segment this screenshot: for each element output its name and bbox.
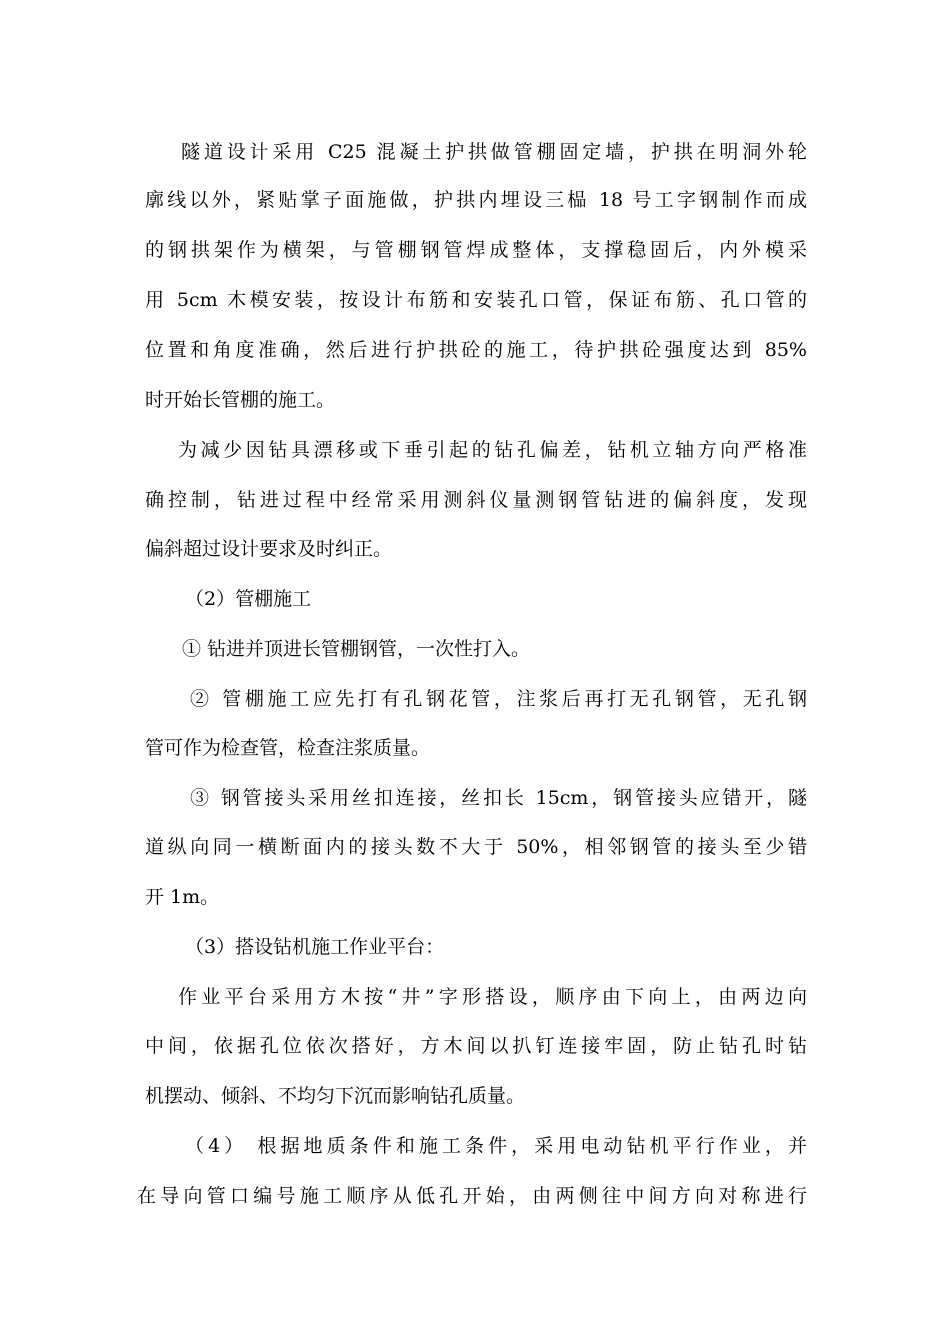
paragraph-line: 偏斜超过设计要求及时纠正。: [145, 538, 393, 560]
paragraph-line: 廓线以外，紧贴掌子面施做，护拱内埋设三榀 18 号工字钢制作而成: [145, 189, 807, 211]
paragraph-line: 机摆动、倾斜、不均匀下沉而影响钻孔质量。: [145, 1085, 526, 1107]
paragraph-line: 在导向管口编号施工顺序从低孔开始，由两侧往中间方向对称进行: [137, 1185, 807, 1207]
paragraph-line: 隧道设计采用 C25 混凝土护拱做管棚固定墙，护拱在明洞外轮: [181, 141, 807, 163]
list-item: ③ 钢管接头采用丝扣连接，丝扣长 15cm，钢管接头应错开，隧: [190, 787, 807, 809]
list-item: ① 钻进并顶进长管棚钢管，一次性打入。: [182, 638, 531, 660]
paragraph-line: 中间，依据孔位依次搭好，方木间以扒钉连接牢固，防止钻孔时钻: [145, 1035, 807, 1057]
paragraph-line: 管可作为检查管，检查注浆质量。: [145, 737, 431, 759]
paragraph-line: 道纵向同一横断面内的接头数不大于 50%，相邻钢管的接头至少错: [145, 836, 807, 858]
paragraph-line: 作业平台采用方木按“井”字形搭设，顺序由下向上，由两边向: [178, 986, 807, 1008]
section-heading: （4） 根据地质条件和施工条件，采用电动钻机平行作业，并: [185, 1135, 807, 1157]
section-heading: （3）搭设钻机施工作业平台：: [185, 936, 445, 958]
section-heading: （2）管棚施工: [185, 588, 312, 610]
paragraph-line: 的钢拱架作为横架，与管棚钢管焊成整体，支撑稳固后，内外模采: [145, 239, 807, 261]
paragraph-line: 确控制，钻进过程中经常采用测斜仪量测钢管钻进的偏斜度，发现: [145, 489, 807, 511]
paragraph-line: 为减少因钻具漂移或下垂引起的钻孔偏差，钻机立轴方向严格准: [178, 439, 807, 461]
paragraph-line: 时开始长管棚的施工。: [145, 389, 336, 411]
paragraph-line: 位置和角度准确，然后进行护拱砼的施工，待护拱砼强度达到 85%: [145, 339, 807, 361]
list-item: ② 管棚施工应先打有孔钢花管，注浆后再打无孔钢管，无孔钢: [190, 688, 807, 710]
paragraph-line: 用 5cm 木模安装，按设计布筋和安装孔口管，保证布筋、孔口管的: [145, 289, 807, 311]
paragraph-line: 开 1m。: [145, 886, 220, 908]
